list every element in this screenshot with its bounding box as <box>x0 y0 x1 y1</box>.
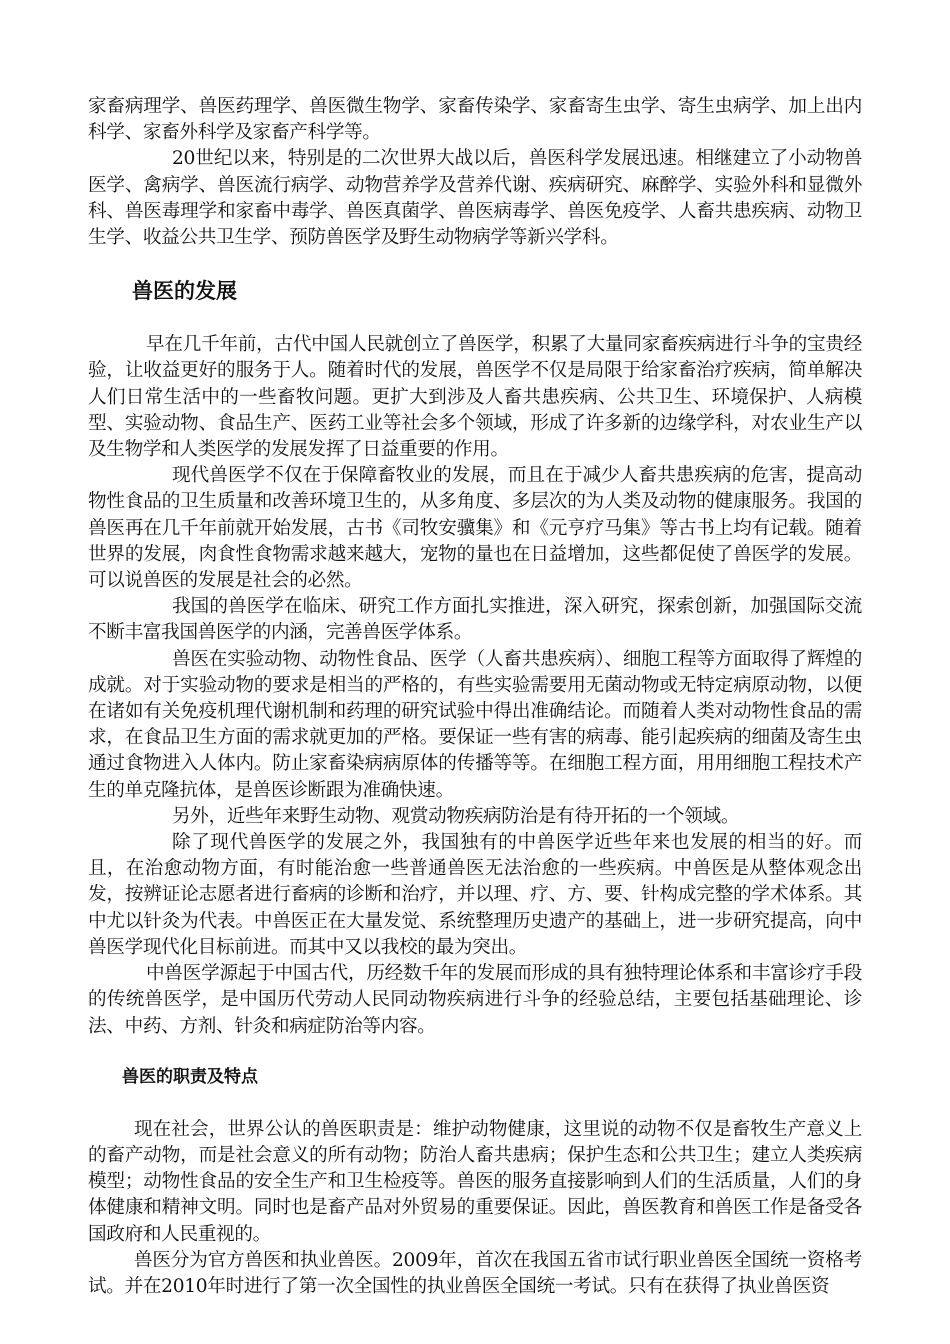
paragraph-dev-3: 我国的兽医学在临床、研究工作方面扎实推进，深入研究，探索创新，加强国际交流不断丰富我国兽医学的内涵，完善兽医学体系。 <box>88 596 862 644</box>
heading-development: 兽医的发展 <box>132 279 237 304</box>
paragraph-dev-2: 现代兽医学不仅在于保障畜牧业的发展，而且在于减少人畜共患疾病的危害，提高动物性食品的卫生质量和改善环境卫生的，从多角度、多层次的为人类及动物的健康服务。我国的兽医再在几千年前就开始发展，古书《司牧安骥集》和《元亨疗马集》等古书上均有记载。随着世界的发展，肉食性食物需求越来越大，宠物的量也在日益增加，这些都促使了兽医学的发展。可以说兽医的发展是社会的必然。 <box>88 465 862 592</box>
heading-duties: 兽医的职责及特点 <box>122 1066 258 1087</box>
paragraph-dev-4: 兽医在实验动物、动物性食品、医学（人畜共患疾病）、细胞工程等方面取得了辉煌的成就。对于实验动物的要求是相当的严格的，有些实验需要用无菌动物或无特定病原动物，以便在诸如有关免疫机理代谢机制和药理的研究试验中得出准确结论。而随着人类对动物性食品的需求，在食品卫生方面的需求就更加的严格。要保证一些有害的病毒、能引起疾病的细菌及寄生虫通过食物进入人体内。防止家畜染病病原体的传播等等。在细胞工程方面，用用细胞工程技术产生的单克隆抗体，是兽医诊断跟为准确快速。 <box>88 648 862 801</box>
paragraph-20th-century: 20世纪以来，特别是的二次世界大战以后，兽医科学发展迅速。相继建立了小动物兽医学、禽病学、兽医流行病学、动物营养学及营养代谢、疾病研究、麻醉学、实验外科和显微外科、兽医毒理学和家畜中毒学、兽医真菌学、兽医病毒学、兽医免疫学、人畜共患疾病、动物卫生学、收益公共卫生学、预防兽医学及野生动物病学等新兴学科。 <box>88 148 862 249</box>
document-page <box>88 94 862 1300</box>
paragraph-duty-1: 现在社会，世界公认的兽医职责是：维护动物健康，这里说的动物不仅是畜牧生产意义上的畜产动物，而是社会意义的所有动物；防治人畜共患病；保护生态和公共卫生；建立人类疾病模型；动物性食品的安全生产和卫生检疫等。兽医的服务直接影响到人们的生活质量，人们的身体健康和精神文明。同时也是畜产品对外贸易的重要保证。因此，兽医教育和兽医工作是备受各国政府和人民重视的。 <box>88 1118 862 1245</box>
paragraph-dev-1: 早在几千年前，古代中国人民就创立了兽医学，积累了大量同家畜疾病进行斗争的宝贵经验，让收益更好的服务于人。随着时代的发展，兽医学不仅是局限于给家畜治疗疾病，简单解决人们日常生活中的一些畜牧问题。更扩大到涉及人畜共患疾病、公共卫生、环境保护、人病模型、实验动物、食品生产、医药工业等社会多个领域，形成了许多新的边缘学科，对农业生产以及生物学和人类医学的发展发挥了日益重要的作用。 <box>88 334 862 461</box>
paragraph-dev-5: 另外，近些年来野生动物、观赏动物疾病防治是有待开拓的一个领域。 <box>172 805 740 827</box>
paragraph-dev-6: 除了现代兽医学的发展之外，我国独有的中兽医学近些年来也发展的相当的好。而且，在治愈动物方面，有时能治愈一些普通兽医无法治愈的一些疾病。中兽医是从整体观念出发，按辨证论志愿者进行畜病的诊断和治疗，并以理、疗、方、要、针构成完整的学术体系。其中尤以针灸为代表。中兽医正在大量发觉、系统整理历史遗产的基础上，进一步研究提高，向中兽医学现代化目标前进。而其中又以我校的最为突出。 <box>88 832 862 958</box>
paragraph-intro-continued: 家畜病理学、兽医药理学、兽医微生物学、家畜传染学、家畜寄生虫学、寄生虫病学、加上出内科学、家畜外科学及家畜产科学等。 <box>88 96 862 144</box>
paragraph-duty-2: 兽医分为官方兽医和执业兽医。2009年，首次在我国五省市试行职业兽医全国统一资格考试。并在2010年时进行了第一次全国性的执业兽医全国统一考试。只有在获得了执业兽医资 <box>88 1249 862 1297</box>
paragraph-dev-7: 中兽医学源起于中国古代，历经数千年的发展而形成的具有独特理论体系和丰富诊疗手段的传统兽医学，是中国历代劳动人民同动物疾病进行斗争的经验总结，主要包括基础理论、诊法、中药、方剂、针灸和病症防治等内容。 <box>88 963 862 1037</box>
